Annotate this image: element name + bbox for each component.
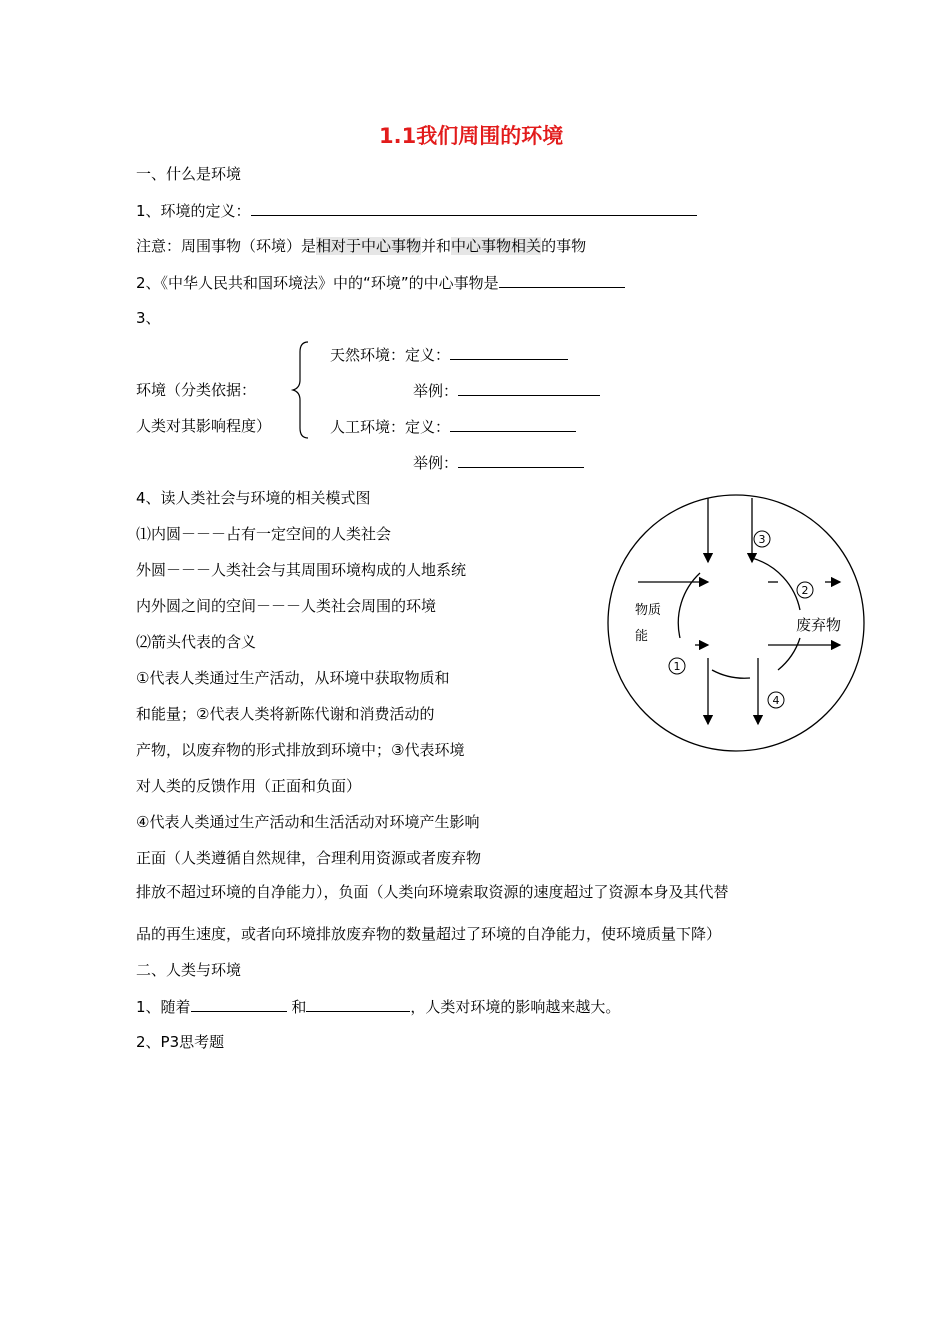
text-line: 正面（人类遵循自然规律，合理利用资源或者废弃物	[136, 849, 482, 867]
text-line: 内外圆之间的空间－－－人类社会周围的环境	[136, 597, 437, 615]
classify-left-line2: 人类对其影响程度）	[136, 417, 272, 435]
question-1	[136, 200, 697, 221]
natural-env-example	[413, 380, 600, 401]
inner-arc-bottom-right	[778, 638, 800, 670]
svg-text:2: 2	[801, 584, 809, 597]
question-1-label: 1、环境的定义：	[136, 202, 251, 220]
text-line: ④代表人类通过生产活动和生活活动对环境产生影响	[136, 813, 480, 831]
note-mid: 并和	[421, 237, 452, 255]
natural-env-label: 天然环境：定义：	[330, 346, 451, 364]
label-material: 物质	[635, 603, 662, 618]
marker-2	[797, 582, 813, 598]
section2-heading: 二、人类与环境	[136, 961, 242, 979]
inner-arc-top-right	[752, 558, 800, 610]
artificial-env-example	[413, 452, 584, 473]
text-line: 产物，以废弃物的形式排放到环境中；③代表环境	[136, 741, 465, 759]
answer-blank[interactable]	[450, 416, 576, 432]
text-line: ⑴内圆－－－占有一定空间的人类社会	[136, 525, 392, 543]
marker-4	[768, 692, 784, 708]
text-line: ⑵箭头代表的含义	[136, 633, 257, 651]
note-highlight-2: 中心事物相关	[451, 237, 542, 255]
section1-heading: 一、什么是环境	[136, 165, 242, 183]
section2-question-2: 2、P3思考题	[136, 1033, 225, 1051]
answer-blank[interactable]	[450, 344, 568, 360]
s2q1-suffix: ，人类对环境的影响越来越大。	[410, 998, 621, 1016]
natural-env-def	[330, 344, 568, 365]
svg-text:4: 4	[772, 694, 780, 707]
human-environment-diagram	[600, 480, 880, 770]
section2-question-1	[136, 996, 620, 1017]
answer-blank[interactable]	[251, 200, 697, 216]
text-line: 品的再生速度，或者向环境排放废弃物的数量超过了环境的自净能力，使环境质量下降）	[136, 925, 722, 943]
answer-blank[interactable]	[306, 996, 410, 1012]
classify-left-line1: 环境（分类依据：	[136, 381, 257, 399]
answer-blank[interactable]	[191, 996, 287, 1012]
natural-example-label: 举例：	[413, 382, 459, 400]
answer-blank[interactable]	[458, 380, 600, 396]
text-line: 和能量；②代表人类将新陈代谢和消费活动的	[136, 705, 435, 723]
marker-1	[669, 658, 685, 674]
text-line: 排放不超过环境的自净能力），负面（人类向环境索取资源的速度超过了资源本身及其代替	[136, 883, 729, 901]
svg-text:3: 3	[758, 533, 766, 546]
page-title: 1.1我们周围的环境	[379, 124, 564, 148]
artificial-example-label: 举例：	[413, 454, 459, 472]
label-energy: 能	[635, 629, 649, 644]
curly-brace	[290, 340, 312, 440]
note-suffix: 的事物	[541, 237, 587, 255]
note-highlight-1: 相对于中心事物	[316, 237, 422, 255]
artificial-env-label: 人工环境：定义：	[330, 418, 451, 436]
text-line: 对人类的反馈作用（正面和负面）	[136, 777, 362, 795]
inner-arc-bottom	[712, 670, 750, 678]
artificial-env-def	[330, 416, 576, 437]
text-line: 外圆－－－人类社会与其周围环境构成的人地系统	[136, 561, 467, 579]
label-waste: 废弃物	[796, 616, 842, 634]
text-line: ①代表人类通过生产活动，从环境中获取物质和	[136, 669, 450, 687]
s2q1-mid: 和	[291, 998, 307, 1016]
question-2-label: 2、《中华人民共和国环境法》中的“环境”的中心事物是	[136, 274, 499, 292]
inner-arc-left	[678, 573, 700, 638]
question-4: 4、读人类社会与环境的相关模式图	[136, 489, 371, 507]
note	[136, 236, 586, 256]
question-2	[136, 272, 625, 293]
svg-text:1: 1	[673, 660, 681, 673]
s2q1-prefix: 1、随着	[136, 998, 191, 1016]
answer-blank[interactable]	[458, 452, 584, 468]
marker-3	[754, 531, 770, 547]
note-prefix: 注意：周围事物（环境）是	[136, 237, 317, 255]
question-3: 3、	[136, 309, 161, 327]
answer-blank[interactable]	[499, 272, 625, 288]
